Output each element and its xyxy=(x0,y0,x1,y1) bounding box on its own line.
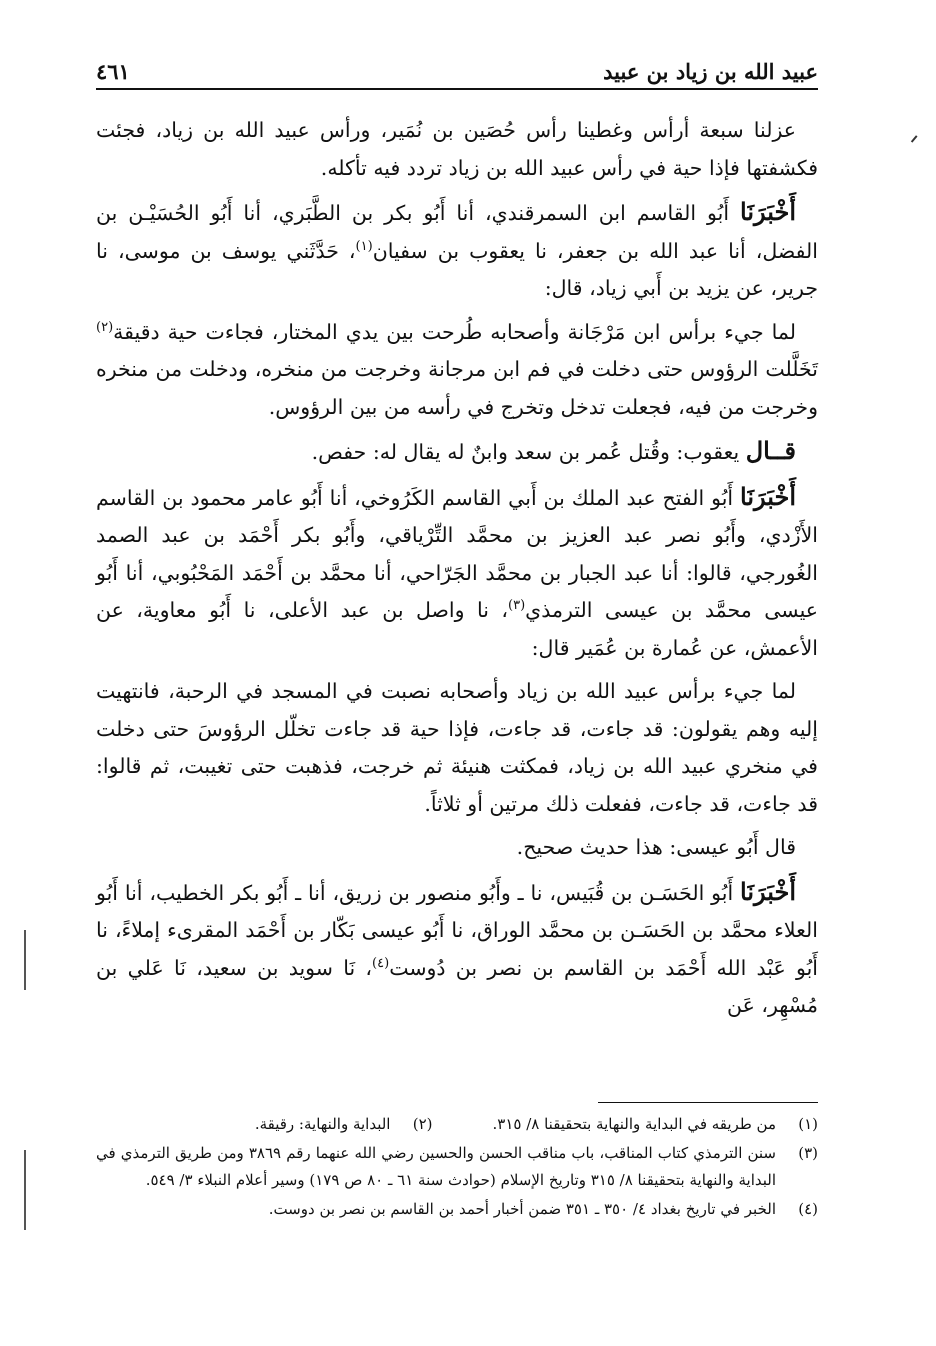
paragraph-text: يعقوب: وقُتل عُمر بن سعد وابنٌ له يقال له: حفص. xyxy=(311,440,746,464)
footnote-ref[interactable]: (٢) xyxy=(96,319,114,335)
footnote xyxy=(492,1111,818,1138)
paragraph xyxy=(96,873,818,1025)
paragraph xyxy=(96,432,818,472)
paragraph xyxy=(96,673,818,823)
footnote xyxy=(96,1140,818,1194)
running-header xyxy=(96,50,818,90)
footnote-number: (٣) xyxy=(798,1144,818,1162)
paragraph-text: لما جيء برأس ابن مَرْجَانة وأصحابه طُرحت بين يدي المختار، فجاءت حية دقيقة xyxy=(113,319,796,344)
isnad-keyword: أَخْبَرَنَا xyxy=(740,481,796,511)
isnad-keyword: أَخْبَرَنَا xyxy=(740,876,796,906)
footnote-text: من طريقه في البداية والنهاية بتحقيقنا ٨/ ٣١٥. xyxy=(492,1115,776,1133)
paragraph-text: ، نَا سويد بن سعيد، نَا عَلي بن مُسْهِر، عَن xyxy=(96,955,818,1017)
page-edge-mark xyxy=(24,930,26,990)
paragraph xyxy=(96,314,818,427)
margin-pen-mark xyxy=(911,135,917,142)
footnote-number: (١) xyxy=(798,1115,818,1133)
paragraph xyxy=(96,193,818,308)
paragraph-text: تَخَلَّلت الرؤوس حتى دخلت في فم ابن مرجانة وخرجت من منخره، ودخلت من منخره وخرجت من فيه، فجعلت تدخل وتخرج في رأسه من بين الرؤوس. xyxy=(96,357,818,419)
footnote xyxy=(96,1196,818,1223)
paragraph xyxy=(96,112,818,187)
footnote-number: (٢) xyxy=(412,1115,433,1133)
paragraph xyxy=(96,829,818,867)
footnote-number: (٤) xyxy=(798,1200,818,1218)
paragraph xyxy=(96,478,818,668)
paragraph-text: قال أَبُو عيسى: هذا حديث صحيح. xyxy=(516,835,796,859)
isnad-keyword: أَخْبَرَنَا xyxy=(740,197,796,226)
main-text xyxy=(96,112,818,1031)
paragraph-text: أَبُو الحَسَـن بن قُبَيس، نا ـ وأَبُو منصور بن زريق، أنا ـ أَبُو بكر الخطيب، أنا أَبُو العلاء محمَّد بن الحَسَـن بن محمَّد الوراق، نا أَبُو عيسى بَكّار بن أَحْمَد المقرىء إملاءً، نا أَبُو عَبْد الله أَحْمَد بن القاسم بن نصر بن دُوست xyxy=(96,880,818,980)
footnote-text: الخبر في تاريخ بغداد ٤/ ٣٥٠ ـ ٣٥١ ضمن أخبار أحمد بن القاسم بن نصر بن دوست. xyxy=(268,1200,776,1218)
paragraph-text: عزلنا سبعة أرأس وغطينا رأس حُصَين بن نُمَير، ورأس عبيد الله بن زياد، فجئت فكشفتها فإذا حية في رأس عبيد الله بن زياد تردد فيه تأكله. xyxy=(96,118,818,180)
footnotes xyxy=(96,1111,818,1225)
running-title: عبيد الله بن زياد بن عبيد xyxy=(603,59,818,84)
paragraph-text: أَبُو الفتح عبد الملك بن أَبي القاسم الكَرُوخي، أنا أَبُو عامر محمود بن القاسم الأَزْدي، وأَبُو نصر عبد العزيز بن محمَّد التِّرْياقي، وأَبُو بكر أَحْمَد بن عبد الصمد الغُورجي، قالوا: أنا عبد الجبار بن محمَّد الجَرّاحي، أنا محمَّد بن أَحْمَد المَحْبُوبي، أنا أَبُو عيسى محمَّد بن عيسى الترمذي xyxy=(96,485,818,622)
paragraph-text: أَبُو القاسم ابن السمرقندي، أنا أَبُو بكر بن الطَّبَري، أنا أَبُو الحُسَيْـن بن الفضل، أنا عبد الله بن جعفر، نا يعقوب بن سفيان xyxy=(96,201,818,263)
page-edge-mark xyxy=(24,1150,26,1230)
footnote-divider xyxy=(598,1102,818,1103)
page-number: ٤٦١ xyxy=(96,59,130,84)
footnote-text: سنن الترمذي كتاب المناقب، باب مناقب الحسن والحسين رضي الله عنهما رقم ٣٨٦٩ ومن طريق الترمذي في البداية والنهاية بتحقيقنا ٨/ ٣١٥ وتاريخ الإسلام (حوادث سنة ٦١ ـ ٨٠ ص ١٧٩) وسير أعلام النبلاء ٣/ ٥٤٩. xyxy=(96,1144,776,1189)
footnote-row xyxy=(96,1111,818,1140)
footnote xyxy=(255,1111,433,1138)
footnote-ref[interactable]: (٣) xyxy=(508,598,526,614)
footnote-ref[interactable]: (١) xyxy=(355,238,373,254)
qala-keyword: قــال xyxy=(745,436,796,465)
footnote-ref[interactable]: (٤) xyxy=(372,955,390,971)
footnote-text: البداية والنهاية: رقيقة. xyxy=(254,1115,391,1133)
paragraph-text: ، نا واصل بن عبد الأعلى، نا أَبُو معاوية، عن الأعمش، عن عُمارة بن عُمَير قال: xyxy=(96,598,818,660)
paragraph-text: ، حَدَّثَني يوسف بن موسى، نا جرير، عن يزيد بن أَبي زياد، قال: xyxy=(96,238,818,300)
paragraph-text: لما جيء برأس عبيد الله بن زياد وأصحابه نصبت في المسجد في الرحبة، فانتهيت إليه وهم يقولون: قد جاءت، قد جاءت، فإذا حية قد جاءت تخلّل الرؤوسَ حتى دخلت في منخري عبيد الله بن زياد، فمكثت هنيئة ثم خرجت، فذهبت حتى تغيبت، ثم قالوا: قد جاءت، قد جاءت، ففعلت ذلك مرتين أو ثلاثاً. xyxy=(96,679,818,816)
